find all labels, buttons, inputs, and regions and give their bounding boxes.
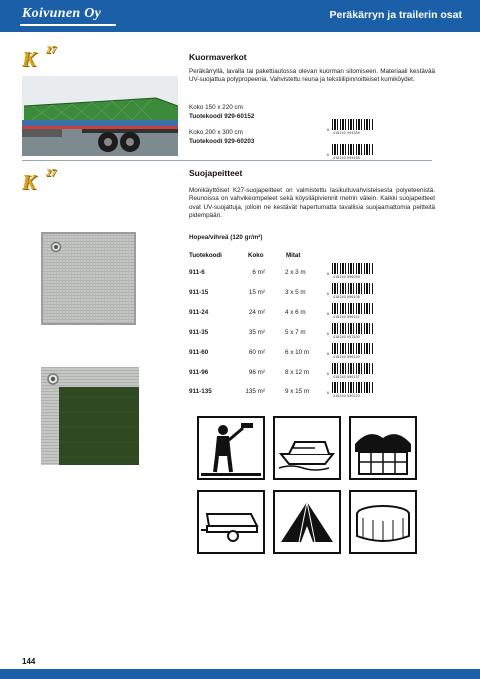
- product-area: 6 m²: [252, 269, 265, 276]
- barcode-bars: [332, 144, 374, 155]
- page-number: 144: [22, 657, 36, 666]
- net-code-1: Tuotekoodi 929-60152: [189, 113, 255, 120]
- product-code: 911-35: [189, 329, 209, 336]
- barcode: 6 418240 596113: [327, 303, 375, 320]
- barcode: 6 418240 994465: [327, 144, 375, 161]
- product-code: 911-96: [189, 369, 209, 376]
- product-dimensions: 3 x 5 m: [285, 289, 306, 296]
- product-dimensions: 5 x 7 m: [285, 329, 306, 336]
- net-size-1: Koko 150 x 220 cm: [189, 104, 243, 111]
- product-dimensions: 8 x 12 m: [285, 369, 310, 376]
- tarps-description: Monikäyttöiset K27-suojapeitteet on valmistettu lasikuituvahvisteisesta polyeteenistä. Reunoissa on vahvikeompeleet sekä köysiläpiviennit metrin välein. Kaikki suojapeitteet ovat UV-suojattuja, jolloin ne kestävät hapertumatta tavallisia suojaamattomia peitteitä pidempään.: [189, 187, 435, 219]
- barcode: 6 418240 994359: [327, 119, 375, 136]
- product-area: 35 m²: [248, 329, 265, 336]
- k27-brand-badge: K 27: [22, 168, 56, 194]
- covered-trailer-icon: [197, 490, 265, 554]
- footer-bar: [0, 669, 480, 679]
- tarps-subtitle: Hopea/vihreä (120 gr/m²): [189, 234, 263, 241]
- barcode-bars: [332, 382, 374, 393]
- product-area: 24 m²: [248, 309, 265, 316]
- page-header: [0, 0, 480, 32]
- product-area: 135 m²: [245, 388, 265, 395]
- barcode: 6 418240 057830: [327, 323, 375, 340]
- silver-tarp-photo: [41, 232, 136, 325]
- section-title-nets: Kuormaverkot: [189, 52, 247, 62]
- pool-cover-icon: [349, 490, 417, 554]
- barcode-bars: [332, 363, 374, 374]
- barcode: 6 418240 630220: [327, 382, 375, 399]
- covered-woodpile-icon: [349, 416, 417, 480]
- green-tarp-photo: [41, 367, 139, 465]
- barcode-bars: [332, 343, 374, 354]
- product-dimensions: 9 x 15 m: [285, 388, 310, 395]
- product-dimensions: 4 x 6 m: [285, 309, 306, 316]
- product-area: 60 m²: [248, 349, 265, 356]
- section-divider: [22, 160, 432, 161]
- column-header-code: Tuotekoodi: [189, 252, 222, 259]
- barcode-bars: [332, 263, 374, 274]
- person-cleaning-roof-icon: [197, 416, 265, 480]
- covered-boat-icon: [273, 416, 341, 480]
- product-code: 911-15: [189, 289, 209, 296]
- product-area: 96 m²: [248, 369, 265, 376]
- company-logo: Koivunen Oy: [22, 6, 102, 21]
- product-dimensions: 2 x 3 m: [285, 269, 306, 276]
- barcode-bars: [332, 303, 374, 314]
- barcode-bars: [332, 283, 374, 294]
- barcode: 6 418240 596137: [327, 363, 375, 380]
- barcode: 6 418240 596106: [327, 283, 375, 300]
- barcode-bars: [332, 323, 374, 334]
- product-code: 911-24: [189, 309, 209, 316]
- truck-with-net-photo: [22, 76, 178, 156]
- column-header-size: Koko: [248, 252, 264, 259]
- barcode: 6 418240 596120: [327, 343, 375, 360]
- tent-icon: [273, 490, 341, 554]
- section-title: Peräkärryn ja trailerin osat: [329, 9, 462, 21]
- net-code-2: Tuotekoodi 929-60203: [189, 138, 255, 145]
- nets-description: Peräkärryllä, lavalla tai pakettiautossa olevan kuorman sitomiseen. Materiaali kestävää UV-suojattua polypropeenia. Vahvistettu reuna ja tekstiilipinnoitteiset kumiköydet.: [189, 68, 435, 84]
- logo-underline: [20, 24, 116, 26]
- product-area: 15 m²: [248, 289, 265, 296]
- product-dimensions: 6 x 10 m: [285, 349, 310, 356]
- section-title-tarps: Suojapeitteet: [189, 168, 243, 178]
- barcode: 6 418240 596090: [327, 263, 375, 280]
- barcode-bars: [332, 119, 374, 130]
- k27-brand-badge: K 27: [22, 45, 56, 71]
- product-code: 911-135: [189, 388, 212, 395]
- product-code: 911-6: [189, 269, 205, 276]
- column-header-dimensions: Mitat: [286, 252, 301, 259]
- net-size-2: Koko 200 x 300 cm: [189, 129, 243, 136]
- product-code: 911-60: [189, 349, 209, 356]
